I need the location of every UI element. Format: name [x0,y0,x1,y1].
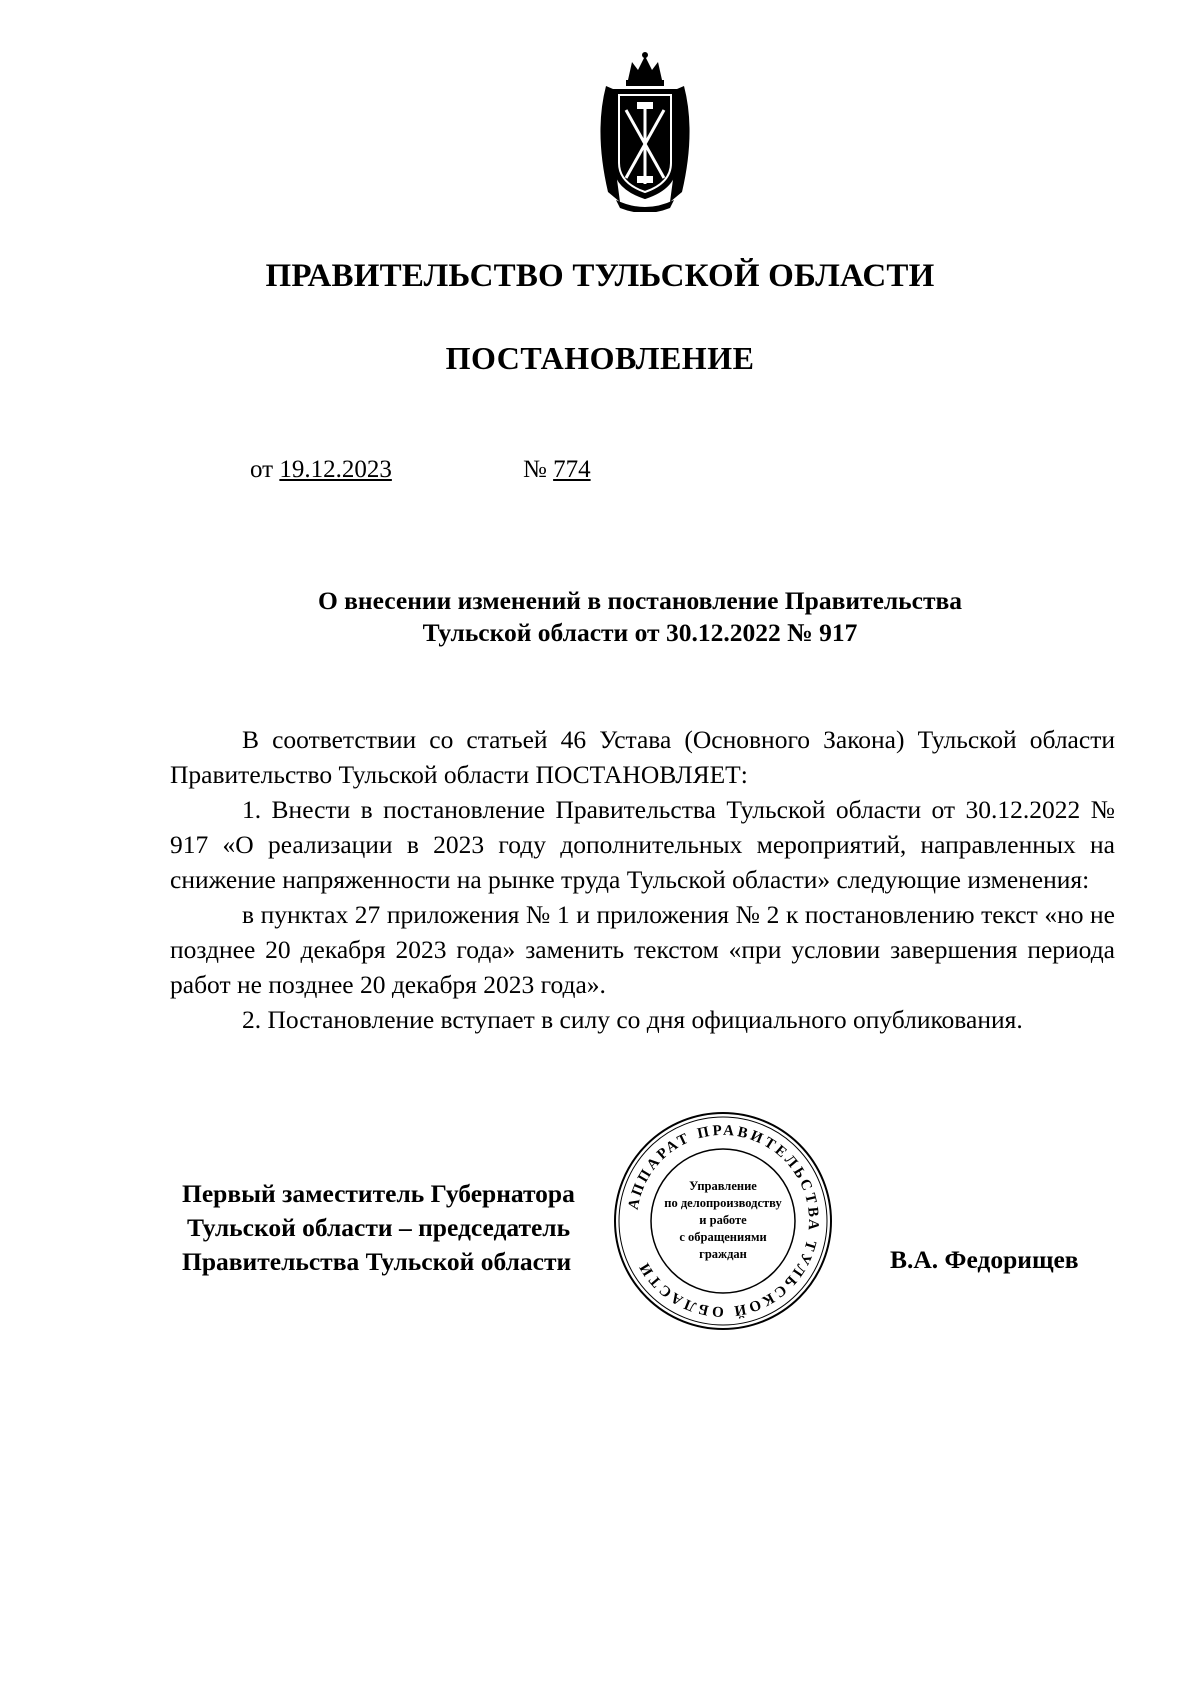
subject-line-2: Тульской области от 30.12.2022 № 917 [422,618,858,647]
document-type-title: ПОСТАНОВЛЕНИЕ [445,340,755,376]
body-paragraph: 1. Внести в постановление Правительства Тульской области от 30.12.2022 № 917 «О реализации в 2023 году дополнительных мероприятий, направленных на снижение напряженности на рынке труда Тульской области» следующие изменения: [170,795,1115,894]
subject-line-1: О внесении изменений в постановление Правительства [317,586,963,615]
stamp-line: по делопроизводству [664,1196,782,1210]
date-prefix: от [250,456,280,483]
signatory-position [182,1177,575,1279]
signatory-name: В.А. Федорищев [890,1245,1079,1274]
stamp-line: и работе [699,1213,747,1227]
document-date: 19.12.2023 [279,456,392,483]
number-prefix: № [523,456,554,483]
coat-of-arms-emblem [586,52,704,212]
document-number: 774 [553,456,591,483]
body-paragraph: В соответствии со статьей 46 Устава (Основного Закона) Тульской области Правительство Тульской области ПОСТАНОВЛЯЕТ: [170,725,1115,789]
document-body [170,722,1115,1037]
position-line-3: Правительства Тульской области [182,1247,572,1276]
document-date-line [250,456,392,484]
body-paragraph: 2. Постановление вступает в силу со дня официального опубликования. [242,1005,1023,1034]
organization-title: ПРАВИТЕЛЬСТВО ТУЛЬСКОЙ ОБЛАСТИ [265,258,935,294]
stamp-center-text [660,1178,786,1263]
position-line-2: Тульской области – председатель [187,1213,571,1242]
body-paragraph: в пунктах 27 приложения № 1 и приложения № 2 к постановлению текст «но не позднее 20 декабря 2023 года» заменить текстом «при условии завершения периода работ не позднее 20 декабря 2023 года». [170,900,1115,999]
stamp-line: Управление [689,1179,757,1193]
stamp-line: с обращениями [679,1230,767,1244]
position-line-1: Первый заместитель Губернатора [182,1179,575,1208]
document-subject [170,585,1110,649]
document-number-line [523,456,591,484]
stamp-ring-text: АППАРАТ ПРАВИТЕЛЬСТВА ТУЛЬСКОЙ ОБЛАСТИ [625,1122,822,1320]
stamp-line: граждан [699,1247,747,1261]
